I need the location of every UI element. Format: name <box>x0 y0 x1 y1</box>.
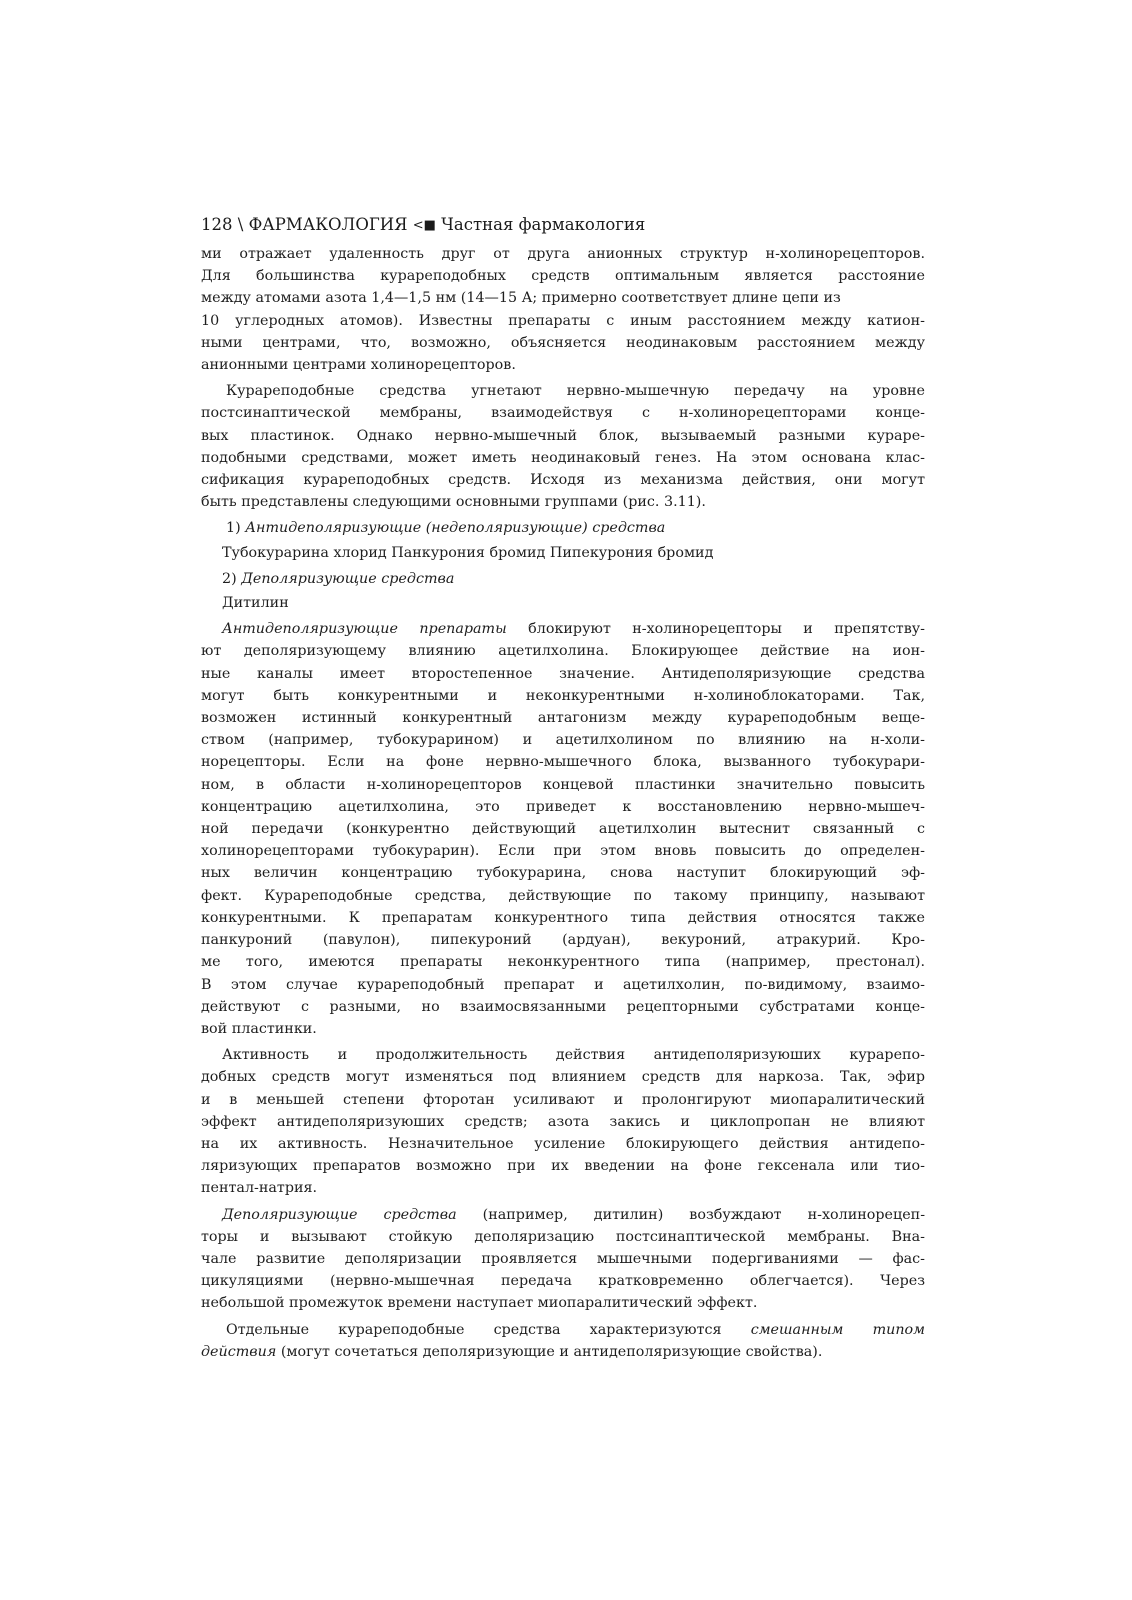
text-line: Для большинства курареподобных средств оптимальным является расстояние <box>201 268 925 285</box>
text-line: цикуляциями (нервно-мышечная передача кратковременно облегчается). Через <box>201 1273 925 1290</box>
text-line: ные каналы имеет второстепенное значение. Антидеполяризующие средства <box>201 665 925 682</box>
text-line: В этом случае курареподобный препарат и ацетилхолин, по-видимому, взаимо- <box>201 976 925 993</box>
text-line: Курареподобные средства угнетают нервно-мышечную передачу на уровне <box>226 383 925 400</box>
page-number: 128 <box>201 215 233 234</box>
paragraph-4 <box>201 1044 925 1199</box>
text-line: конкурентными. К препаратам конкурентного типа действия относятся также <box>201 909 925 926</box>
drug-group-2-heading <box>201 568 925 590</box>
list-number: 2) <box>222 570 237 587</box>
drug-group-2-items: Дитилин <box>222 595 289 612</box>
list-title: Антидеполяризующие (недеполяризующие) средства <box>245 520 666 537</box>
paragraph-3 <box>201 618 925 1040</box>
text-line: фект. Курареподобные средства, действующие по такому принципу, называют <box>201 887 925 904</box>
text-line: действуют с разными, но взаимосвязанными рецепторными субстратами конце- <box>201 998 925 1015</box>
text-line: чале развитие деполяризации проявляется мышечными подергиваниями — фас- <box>201 1250 925 1267</box>
text-line: ном, в области н-холинорецепторов концевой пластинки значительно повысить <box>201 776 925 793</box>
text-line: торы и вызывают стойкую деполяризацию постсинаптической мембраны. Вна- <box>201 1228 925 1245</box>
text-line: возможен истинный конкурентный антагонизм между курареподобным веще- <box>201 710 925 727</box>
text-line: концентрацию ацетилхолина, это приведет к восстановлению нервно-мышеч- <box>201 798 925 815</box>
text-line <box>201 618 925 640</box>
text-line: ют деполяризующему влиянию ацетилхолина. Блокирующее действие на ион- <box>201 643 925 660</box>
text-line: вых пластинок. Однако нервно-мышечный блок, вызываемый разными курарe- <box>201 427 925 444</box>
text-line: вой пластинки. <box>201 1020 317 1037</box>
emphasis-term: Антидеполяризующие препараты <box>222 621 507 638</box>
text-line: ной передачи (конкурентно действующий ацетилхолин вытеснит связанный с <box>201 821 925 838</box>
text-line: норецепторы. Если на фоне нервно-мышечного блока, вызванного тубокурари- <box>201 754 925 771</box>
running-header <box>201 212 925 240</box>
text-line: ляризующих препаратов возможно при их введении на фоне гексенала или тио- <box>201 1158 925 1175</box>
text-line: постсинаптической мембраны, взаимодействуя с н-холинорецепторами конце- <box>201 405 925 422</box>
text-line: ными центрами, что, возможно, объясняется неодинаковым расстоянием между <box>201 334 925 351</box>
text-run: блокируют н-холинорецепторы и препятству- <box>528 621 926 638</box>
text-line: быть представлены следующими основными группами (рис. 3.11). <box>201 494 706 511</box>
text-line: ме того, имеются препараты неконкурентного типа (например, престонал). <box>201 954 925 971</box>
text-line: ми отражает удаленность друг от друга анионных структур н-холинорецепторов. <box>201 246 925 262</box>
list-title: Деполяризующие средства <box>241 570 455 587</box>
header-separator: \ <box>237 215 244 234</box>
emphasis-term: смешанным типом <box>750 1321 925 1338</box>
text-line: подобными средствами, может иметь неодинаковый генез. На этом основана клас- <box>201 449 925 466</box>
text-line: сификация курареподобных средств. Исходя из механизма действия, они могут <box>201 472 925 489</box>
paragraph-2 <box>201 380 925 513</box>
text-line: эффект антидеполяризуюших средств; азота закись и циклопропан не влияют <box>201 1113 925 1130</box>
text-line: анионными центрами холинорецепторов. <box>201 357 516 374</box>
section-title: Частная фармакология <box>441 215 646 234</box>
text-line: на их активность. Незначительное усиление блокирующего действия антидепо- <box>201 1135 925 1152</box>
text-line: ством (например, тубокурарином) и ацетилхолином по влиянию на н-холи- <box>201 732 925 749</box>
drug-group-1-items: Тубокурарина хлорид Панкурония бромид Пипекурония бромид <box>222 544 714 561</box>
text-run: (например, дитилин) возбуждают н-холинорецеп- <box>482 1206 926 1223</box>
text-line: между атомами азота 1,4—1,5 нм (14—15 А; примерно соответствует длине цепи из <box>201 290 841 307</box>
text-line <box>201 1204 925 1226</box>
text-line <box>201 1319 925 1341</box>
paragraph-6 <box>201 1319 925 1363</box>
text-line: небольшой промежуток времени наступает миопаралитический эффект. <box>201 1295 758 1312</box>
text-run: Отдельные курареподобные средства характеризуются <box>226 1321 722 1338</box>
text-line: и в меньшей степени фторотан усиливают и пролонгируют миопаралитический <box>201 1091 925 1108</box>
paragraph-1 <box>201 243 925 376</box>
list-number: 1) <box>226 520 241 537</box>
emphasis-term: Деполяризующие средства <box>222 1206 457 1223</box>
text-line: холинорецепторами тубокурарин). Если при этом вновь повысить до определен- <box>201 843 925 860</box>
document-page <box>201 212 925 1363</box>
text-line: пентал-натрия. <box>201 1180 318 1197</box>
text-line <box>201 1341 925 1363</box>
text-line: ных величин концентрацию тубокурарина, снова наступит блокирующий эф- <box>201 865 925 882</box>
book-title: ФАРМАКОЛОГИЯ <box>248 215 408 234</box>
text-line: могут быть конкурентными и неконкурентными н-холиноблокаторами. Так, <box>201 687 925 704</box>
text-line: 10 углеродных атомов). Известны препараты с иным расстоянием между катион- <box>201 312 925 329</box>
paragraph-5 <box>201 1204 925 1315</box>
text-line: добных средств могут изменяться под влиянием средств для наркоза. Так, эфир <box>201 1069 925 1086</box>
section-marker: <■ <box>412 218 436 233</box>
text-line: панкуроний (павулон), пипекуроний (ардуан), векуроний, атракурий. Кро- <box>201 932 925 949</box>
emphasis-term: действия <box>201 1343 277 1360</box>
text-run: (могут сочетаться деполяризующие и антидеполяризующие свойства). <box>280 1343 823 1360</box>
drug-group-1-heading <box>201 517 925 539</box>
text-line: Активность и продолжительность действия антидеполяризуюших курарепо- <box>222 1047 925 1064</box>
